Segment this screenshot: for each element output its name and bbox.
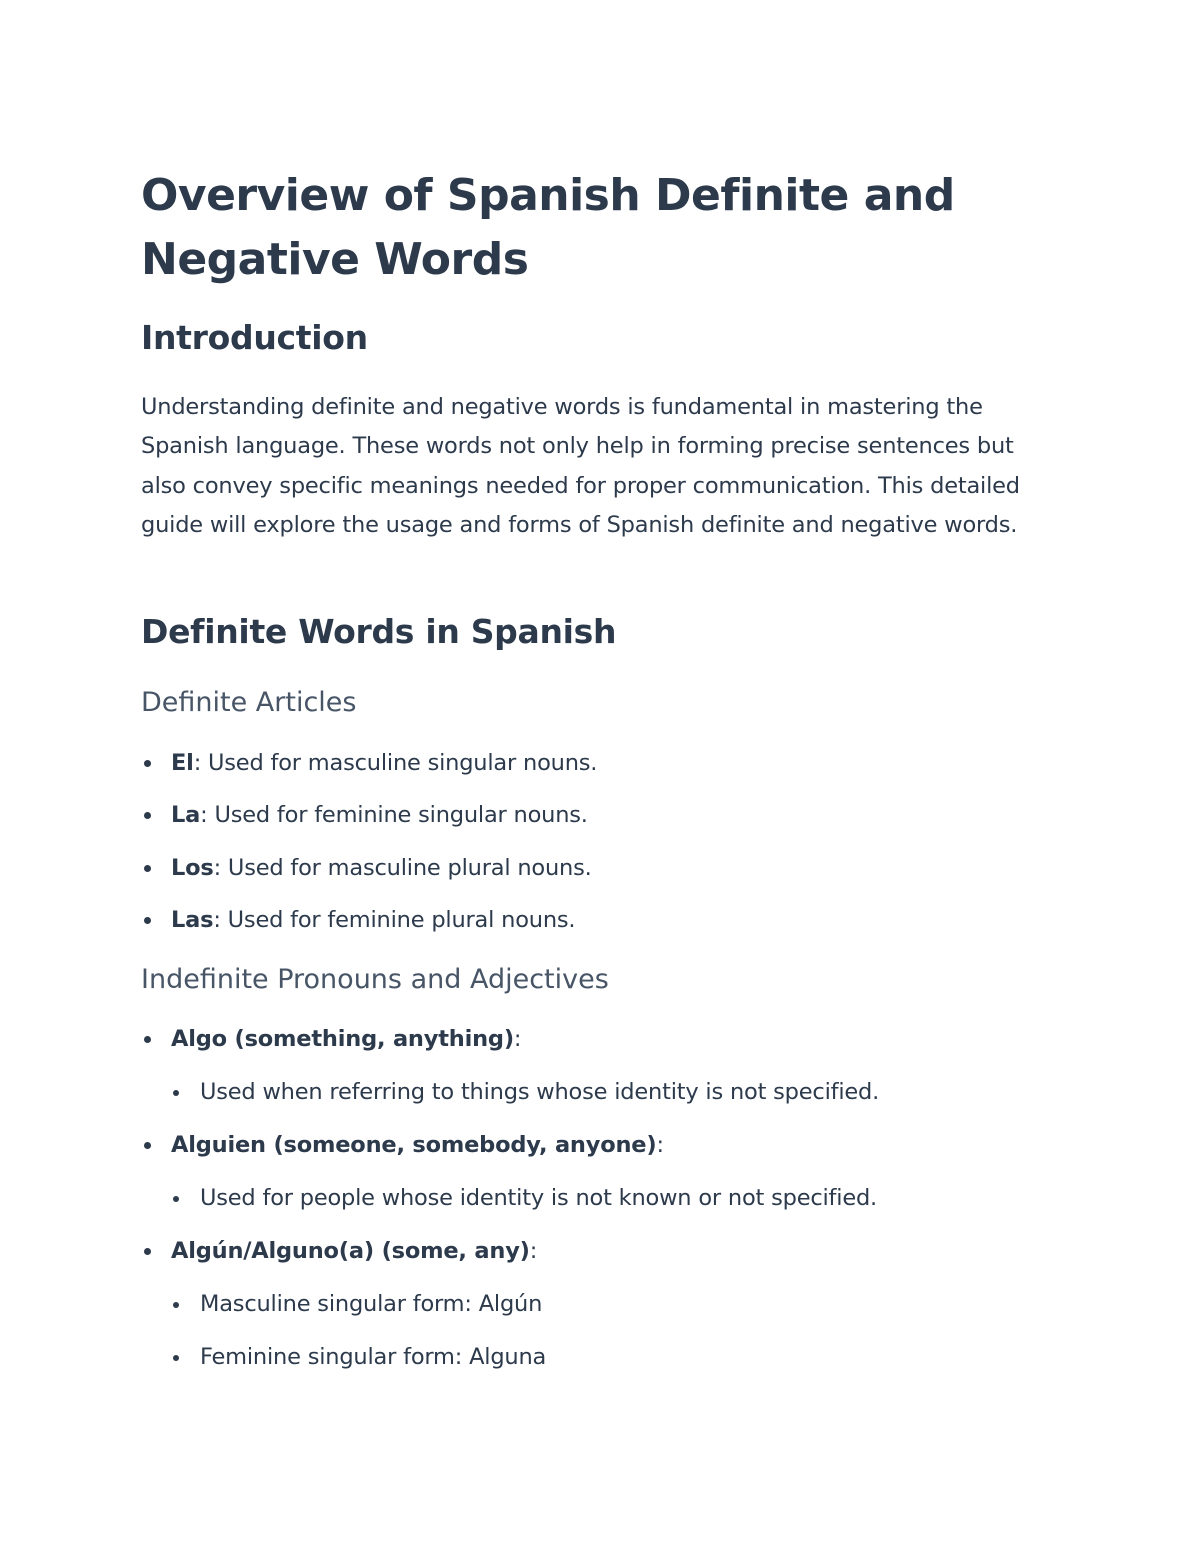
list-item	[171, 798, 588, 832]
bullet-icon	[144, 1248, 151, 1255]
sub-item-text: Feminine singular form: Alguna	[200, 1344, 547, 1370]
sub-item-text: Masculine singular form: Algún	[200, 1291, 543, 1317]
bullet-icon	[173, 1196, 179, 1202]
article-term: Las	[171, 907, 214, 933]
article-term: Los	[171, 855, 214, 881]
introduction-heading: Introduction	[141, 318, 368, 357]
bullet-icon	[173, 1090, 179, 1096]
list-item	[171, 746, 597, 780]
article-term: La	[171, 802, 201, 828]
sub-item-text: Used for people whose identity is not known or not specified.	[200, 1185, 878, 1211]
list-item	[171, 1234, 537, 1268]
bullet-icon	[144, 1036, 151, 1043]
sub-item-text: Used when referring to things whose identity is not specified.	[200, 1079, 880, 1105]
bullet-icon	[144, 812, 151, 819]
list-item	[171, 1128, 664, 1162]
article-description: : Used for feminine singular nouns.	[200, 802, 588, 828]
list-item	[171, 903, 575, 937]
pronoun-suffix: :	[513, 1026, 522, 1052]
article-description: : Used for feminine plural nouns.	[213, 907, 576, 933]
sub-list-item	[200, 1181, 877, 1215]
definite-articles-heading: Definite Articles	[141, 687, 357, 718]
bullet-icon	[144, 917, 151, 924]
article-description: : Used for masculine singular nouns.	[193, 750, 598, 776]
list-item	[171, 851, 592, 885]
pronoun-suffix: :	[656, 1132, 664, 1158]
article-term: El	[171, 750, 194, 776]
bullet-icon	[144, 760, 151, 767]
document-title: Overview of Spanish Definite and Negative Words	[141, 170, 955, 285]
bullet-icon	[173, 1355, 179, 1361]
bullet-icon	[144, 865, 151, 872]
sub-list-item	[200, 1075, 879, 1109]
indefinite-heading: Indefinite Pronouns and Adjectives	[141, 964, 609, 995]
pronoun-term: Alguien (someone, somebody, anyone)	[171, 1132, 657, 1158]
pronoun-term: Algo (something, anything)	[171, 1026, 514, 1052]
pronoun-suffix: :	[529, 1238, 538, 1264]
bullet-icon	[144, 1142, 151, 1149]
sub-list-item	[200, 1287, 542, 1321]
list-item	[171, 1022, 521, 1056]
pronoun-term: Algún/Alguno(a) (some, any)	[171, 1238, 530, 1264]
definite-words-heading: Definite Words in Spanish	[141, 612, 617, 651]
bullet-icon	[173, 1302, 179, 1308]
sub-list-item	[200, 1340, 546, 1374]
article-description: : Used for masculine plural nouns.	[213, 855, 592, 881]
introduction-paragraph: Understanding definite and negative words is fundamental in mastering the Spanish language. These words not only help in forming precise sentences but also convey specific meanings needed for proper communication. This detailed guide will explore the usage and forms of Spanish definite and negative words.	[141, 394, 1020, 539]
